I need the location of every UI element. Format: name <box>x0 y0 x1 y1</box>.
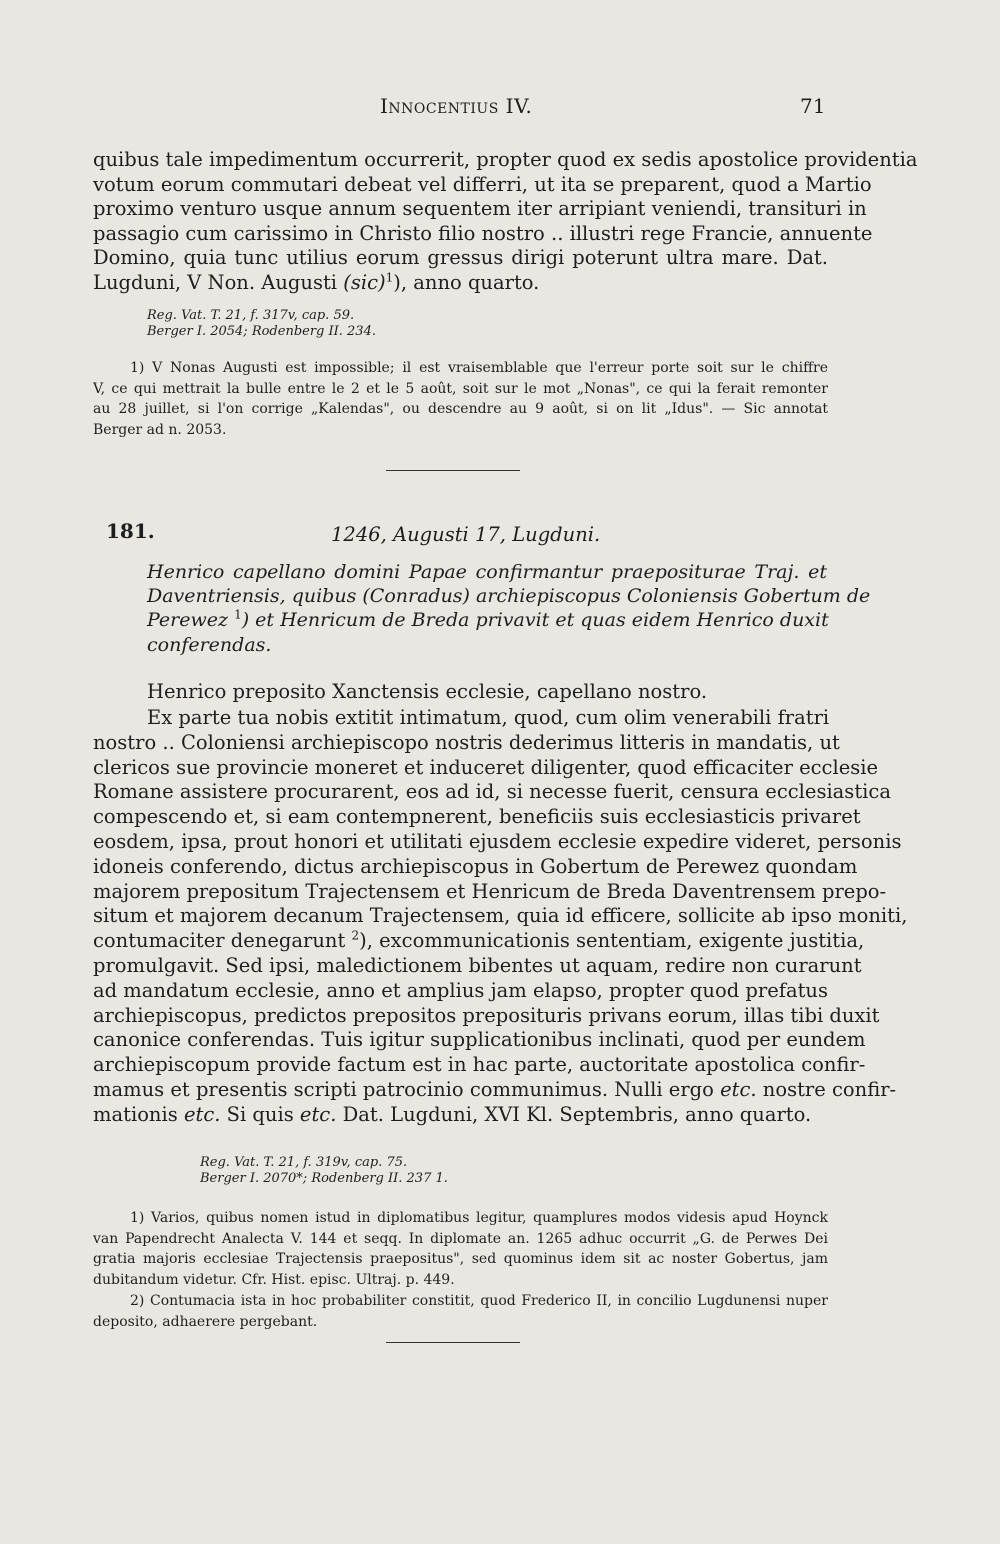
text-line: ad mandatum ecclesie, anno et amplius jam elapso, propter quod prefatus <box>93 978 828 1002</box>
text-line: promulgavit. Sed ipsi, maledictionem bibentes ut aquam, redire non curarunt <box>93 953 862 977</box>
sic-note: (sic) <box>343 270 386 294</box>
running-header: Innocentius IV. <box>380 94 533 118</box>
text-line: clericos sue provincie moneret et induceret diligenter, quod efficaciter ecclesie <box>93 755 879 779</box>
footnote <box>93 358 828 440</box>
text-line: votum eorum commutari debeat vel differri, ut ita se preparent, quod a Martio <box>93 172 872 196</box>
footnote-marker: 2 <box>351 928 360 943</box>
footnote-line: deposito, adhaerere pergebant. <box>93 1313 318 1330</box>
archive-reference <box>200 1155 448 1187</box>
page-number: 71 <box>800 94 826 118</box>
address-line: Henrico preposito Xanctensis ecclesie, capellano nostro. <box>147 680 708 703</box>
text-line: mamus et presentis scripti patrocinio communimus. Nulli ergo etc. nostre confir- <box>93 1077 897 1101</box>
archive-reference <box>147 308 376 340</box>
reference-line: Reg. Vat. T. 21, f. 319v, cap. 75. <box>200 1155 408 1170</box>
footnote-line: au 28 juillet, si l'on corrige „Kalendas", ou descendre au 9 août, si on lit „Idus". — Sic annotat <box>93 401 828 417</box>
entry-summary <box>147 560 871 657</box>
summary-line: Henrico capellano domini Papae confirmantur praepositurae Traj. et <box>147 561 827 583</box>
footnote-line: 2) Contumacia ista in hoc probabiliter constitit, quod Frederico II, in concilio Lugdunensi nuper <box>130 1293 828 1309</box>
footnote-line: Berger ad n. 2053. <box>93 421 227 438</box>
text-line: nostro .. Coloniensi archiepiscopo nostris dederimus litteris in mandatis, ut <box>93 730 840 754</box>
footnote-line: 1) V Nonas Augusti est impossible; il est vraisemblable que l'erreur porte soit sur le chiffre <box>130 360 828 376</box>
text-line: archiepiscopus, predictos prepositos preposituris privans eorum, illas tibi duxit <box>93 1003 880 1027</box>
summary-line: conferendas. <box>147 633 272 656</box>
footnote-line: gratia majoris ecclesiae Trajectensis praepositus", sed quominus idem sit ac noster Gobertus, jam <box>93 1251 828 1267</box>
footnote-line: V, ce qui mettrait la bulle entre le 2 et le 5 août, soit sur le mot „Nonas", ce qui la ferait remonter <box>93 380 828 397</box>
text-line: Ex parte tua nobis extitit intimatum, quod, cum olim venerabili fratri <box>147 706 830 729</box>
letter-body <box>93 706 908 1128</box>
footnote <box>93 1291 828 1332</box>
text-line: compescendo et, si eam contempnerent, beneficiis suis ecclesiasticis privaret <box>93 805 861 829</box>
text-line: idoneis conferendo, dictus archiepiscopus in Gobertum de Perewez quondam <box>93 854 858 878</box>
entry-date: 1246, Augusti 17, Lugduni. <box>331 523 601 546</box>
text-line: situm et majorem decanum Trajectensem, quia id efficere, sollicite ab ipso moniti, <box>93 904 908 928</box>
section-divider <box>386 470 520 471</box>
text-line: proximo venturo usque annum sequentem iter arripiant veniendi, transituri in <box>93 197 867 221</box>
text-line: canonice conferendas. Tuis igitur supplicationibus inclinati, quod per eundem <box>93 1028 866 1052</box>
text-line: mationis etc. Si quis etc. Dat. Lugduni, XVI Kl. Septembris, anno quarto. <box>93 1102 812 1126</box>
continuation-paragraph <box>93 148 918 296</box>
footnote-marker: 1 <box>385 270 394 285</box>
text-line: passagio cum carissimo in Christo filio nostro .. illustri rege Francie, annuente <box>93 221 873 245</box>
reference-line: Reg. Vat. T. 21, f. 317v, cap. 59. <box>147 308 355 323</box>
reference-line: Berger I. 2070*; Rodenberg II. 237 1. <box>200 1171 448 1186</box>
footnote-line: 1) Varios, quibus nomen istud in diplomatibus legitur, quamplures modos videsis apud Hoynck <box>130 1210 828 1226</box>
text-line: eosdem, ipsa, prout honori et utilitati ejusdem ecclesie expedire videret, personis <box>93 829 902 853</box>
footnote-marker: 1 <box>234 608 242 623</box>
entry-number: 181. <box>106 519 155 543</box>
footnote-line: dubitandum videtur. Cfr. Hist. episc. Ultraj. p. 449. <box>93 1271 455 1288</box>
reference-line: Berger I. 2054; Rodenberg II. 234. <box>147 324 376 339</box>
text-line: Romane assistere procurarent, eos ad id, si necesse fuerit, censura ecclesiastica <box>93 780 891 804</box>
footnote-line: van Papendrecht Analecta V. 144 et seqq. In diplomate an. 1265 adhuc occurrit „G. de Perwes Dei <box>93 1230 828 1247</box>
footnote <box>93 1208 828 1290</box>
section-divider <box>386 1342 520 1343</box>
text-line: contumaciter denegarunt $^2$), excommunicationis sententiam, exigente justitia, <box>93 928 865 953</box>
summary-line: Perewez $^1$) et Henricum de Breda privavit et quas eidem Henrico duxit <box>147 608 829 632</box>
text-line: majorem prepositum Trajectensem et Henricum de Breda Daventrensem prepo- <box>93 879 887 903</box>
text-line: Lugduni, V Non. Augusti (sic)$^1$), anno quarto. <box>93 270 540 294</box>
text-line: archiepiscopum provide factum est in hac parte, auctoritate apostolica confir- <box>93 1053 866 1077</box>
text-line: Domino, quia tunc utilius eorum gressus dirigi poterunt ultra mare. Dat. <box>93 246 828 270</box>
text-line: quibus tale impedimentum occurrerit, propter quod ex sedis apostolice providentia <box>93 148 918 171</box>
summary-line: Daventriensis, quibus (Conradus) archiepiscopus Coloniensis Gobertum de <box>147 585 871 608</box>
